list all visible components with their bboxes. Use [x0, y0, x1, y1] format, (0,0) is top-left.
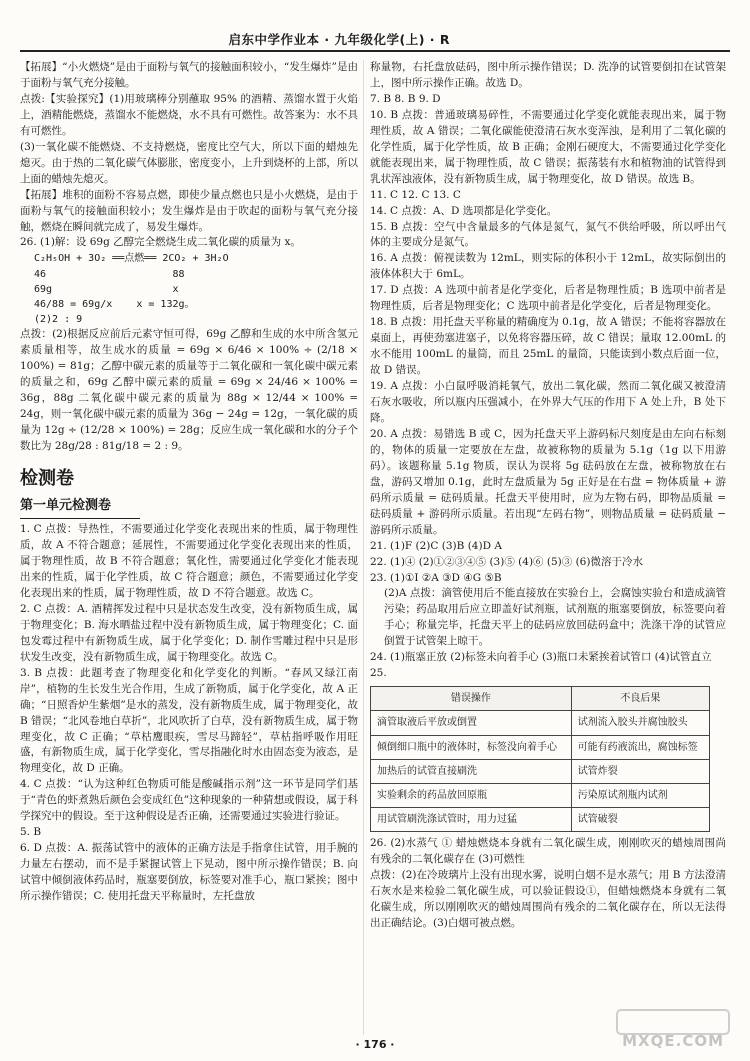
table-row	[371, 711, 710, 735]
paragraph: (3)一氧化碳不能燃烧、不支持燃烧，密度比空气大，所以下面的蜡烛先熄灭。由于热的二氧化碳气体膨胀，密度变小，上升到烧杯的上部，所以上面的蜡烛先熄灭。	[20, 140, 358, 185]
answer-item: 16. A 点拨：俯视读数为 12mL，则实际的体积小于 12mL，故实际倒出的液体体积大于 6mL。	[370, 252, 726, 281]
table-row	[371, 783, 710, 807]
table-row	[371, 808, 710, 832]
paragraph: 称量物，右托盘放砝码，图中所示操作错误；D. 洗净的试管要倒扣在试管架上，图中所示操作正确。故选 D。	[370, 61, 726, 89]
table-cell: 用试管刷洗涤试管时，用力过猛	[371, 808, 572, 832]
answer-item: 19. A 点拨：小白鼠呼吸消耗氧气，放出二氧化碳，然而二氧化碳又被澄清石灰水吸收，所以瓶内压强减小，在外界大气压的作用下 A 处上升，B 处下降。	[370, 380, 726, 424]
answer-item: 18. B 点拨：用托盘天平称量的精确度为 0.1g，故 A 错误；不能将容器放在桌面上，再使劲塞进塞子，以免将容器压碎，故 C 错误；量取 12.00mL 的水不能用 100mL 的量筒，而且 25mL 的量筒，只能读到小数点后面一位，故 D 错误。	[370, 316, 726, 377]
table-cell: 实验剩余的药品放回原瓶	[371, 783, 572, 807]
answer-item: 10. B 点拨：普通玻璃易碎性，不需要通过化学变化就能表现出来，属于物理性质，故 A 错误；二氧化碳能使澄清石灰水变浑浊，是利用了二氧化碳的化学性质，属于化学性质，故 B 正确；金刚石硬度大，不需要通过化学变化就能表现出来，属于物理性质，故 C 错误；振荡装有水和植物油的试管得到乳状浑浊液体，没有新物质生成，属于物理变化，故 D 错误。故选 B。	[370, 108, 726, 185]
paragraph: 点拨:【实验探究】(1)用玻璃棒分别蘸取 95% 的酒精、蒸馏水置于火焰上，酒精能燃烧，蒸馏水不能燃烧，水不具有可燃性。故答案为：水不具有可燃性。	[20, 92, 358, 137]
right-column	[370, 60, 726, 1035]
table-cell: 可能有药液流出，腐蚀标签	[571, 735, 709, 759]
answer-item: 4. C 点拨：“认为这种红色物质可能是酸碱指示剂”这一环节是同学们基于“青色的虾煮熟后颜色会变成红色”这种现象的一种猜想或假设，属于科学探究中的假设。至于这种假设是否正确，还需要通过实验进行验证。	[20, 778, 358, 823]
equation-line: 46/88 = 69g/x x = 132g。	[34, 299, 195, 310]
answer-item: 6. D 点拨：A. 振荡试管中的液体的正确方法是手指拿住试管，用手腕的力量左右摆动，而不是手紧握试管上下晃动，图中所示操作错误；B. 向试管中倾倒液体药品时，瓶塞要倒放，标签要对准手心，瓶口紧挨；图中所示操作错误；C. 使用托盘天平称量时，左托盘放	[20, 842, 358, 903]
table-cell: 试管炸裂	[571, 759, 709, 783]
book-title: 启东中学作业本 · 九年级化学(上) · R	[228, 32, 450, 47]
table-cell: 加热后的试管直接刷洗	[371, 759, 572, 783]
left-column	[20, 60, 358, 1035]
equation-line: C₂H₅OH + 3O₂ ══点燃══ 2CO₂ + 3H₂O	[34, 253, 229, 265]
table-row	[371, 735, 710, 759]
table-cell: 滴管取液后平放或倒置	[371, 711, 572, 735]
column-divider	[363, 60, 364, 1035]
header-rule	[20, 50, 730, 52]
paragraph: 【拓展】“小火燃烧”是由于面粉与氧气的接触面积较小，“发生爆炸”是由于面粉与氧气充分接触。	[20, 61, 358, 89]
subsection-title: 第一单元检测卷	[20, 496, 140, 519]
answer-item: 1. C 点拨：导热性，不需要通过化学变化表现出来的性质，属于物理性质，故 A 不符合题意；延展性，不需要通过化学变化表现出来的性质，属于物理性质，故 B 不符合题意；氧化性，需要通过化学变化才能表现出来的性质，属于化学性质，故 C 符合题意；颜色，不需要通过化学变化表现出来的性质，属于物理性质，故 D 不符合题意。故选 C。	[20, 523, 358, 599]
answer-item: 2. C 点拨：A. 酒精挥发过程中只是状态发生改变，没有新物质生成，属于物理变化；B. 海水晒盐过程中没有新物质生成，属于物理变化；C. 面包发霉过程中有新物质生成，属于化学变化；D. 制作雪雕过程中只是形状发生改变，没有新物质生成，属于物理变化。故选 C。	[20, 602, 358, 663]
section-title: 检测卷	[20, 468, 74, 489]
page-number: · 176 ·	[355, 1038, 395, 1051]
watermark-logo	[620, 1009, 730, 1053]
equation-line: (2)2 : 9	[34, 314, 83, 326]
answer-item: 20. A 点拨：易错选 B 或 C，因为托盘天平上游码标尺刻度是由左向右标刻的，物体的质量一定要放在左盘，故被称物的质量为 5.1g（1g 以下用游码）。该题称量 5.1g 物质，误认为误将 5g 砝码放在左盘，被称物放在右盘，游码又增加 0.1g，此时左盘质量为 5g 正好是在右盘 = 物体质量 + 游码所示质量 = 砝码质量。托盘天平使用时，应为左物右码，即物品质量 = 砝码质量 + 游码所示质量。若出现“左码右物”，则物品质量 = 砝码质量 − 游码所示质量。	[370, 427, 726, 536]
equation-line: 69g x	[34, 283, 179, 295]
table-cell: 试剂流入胶头并腐蚀胶头	[571, 711, 709, 735]
paragraph: 点拨：(2)根据反应前后元素守恒可得，69g 乙醇和生成的水中所含氢元素质量相等，故生成水的质量 = 69g × 6/46 × 100% ÷ (2/18 × 100%) = 81g；乙醇中碳元素的质量等于二氧化碳和一氧化碳中碳元素的质量之和，69g 乙醇中碳元素的质量 = 69g × 24/46 × 100% = 36g，88g 二氧化碳中碳元素的质量为 88g × 12/44 × 100% = 24g，则一氧化碳中碳元素的质量为 36g − 24g = 12g，一氧化碳的质量为 12g ÷ (12/28 × 100%) = 28g；反应生成一氧化碳和水的分子个数比为 28g/28 : 81g/18 = 2 : 9。	[20, 328, 358, 453]
page-header	[0, 0, 750, 50]
answer-item: 25.	[370, 667, 387, 680]
answer-item: 11. C 12. C 13. C	[370, 188, 461, 201]
answer-item: 14. C 点拨：A、D 选项都是化学变化。	[370, 204, 558, 217]
table-cell: 倾倒细口瓶中的液体时，标签没向着手心	[371, 735, 572, 759]
answer-item: (2)A 点拨：滴管使用后不能直接放在实验台上，会腐蚀实验台和造成滴管污染；药品取用后应立即盖好试剂瓶，试剂瓶的瓶塞要倒放，标签要向着手心；称量完毕，托盘天平上的砝码应放回砝码盒中；洗涤干净的试管应倒置于试管架上晾干。	[384, 587, 726, 648]
table-header: 错误操作	[371, 687, 572, 711]
table-header: 不良后果	[571, 687, 709, 711]
answer-item: 22. (1)④ (2)①②③④⑤ (3)⑤ (4)⑥ (5)③ (6)微溶于冷水	[370, 555, 643, 568]
watermark-text: MXQE.COM	[622, 1032, 724, 1051]
answer-item: 7. B 8. B 9. D	[370, 92, 441, 105]
answer-item: 15. B 点拨：空气中含量最多的气体是氮气，氮气不供给呼吸，所以呼出气体的主要成分是氮气。	[370, 220, 726, 249]
error-table	[370, 686, 710, 832]
answer-item: 26. (2)水蒸气 ① 蜡烛燃烧本身就有二氧化碳生成，刚刚吹灭的蜡烛周围尚有残余的二氧化碳存在 (3)可燃性	[370, 837, 726, 866]
table-cell: 污染原试剂瓶内试剂	[571, 783, 709, 807]
table-cell: 试管破裂	[571, 808, 709, 832]
paragraph: 【拓展】堆积的面粉不容易点燃，即使少量点燃也只是小火燃烧，是由于面粉与氧气的接触面积较小；发生爆炸是由于吹起的面粉与氧气充分接触，燃烧在瞬间就完成了，易发生爆炸。	[20, 188, 358, 233]
answer-item: 24. (1)瓶塞正放 (2)标签未向着手心 (3)瓶口未紧挨着试管口 (4)试管直立	[370, 651, 712, 664]
answer-item: 17. D 点拨：A 选项中前者是化学变化，后者是物理性质；B 选项中前者是物理性质，后者是物理变化；C 选项中前者是化学变化，后者是物理变化。	[370, 284, 726, 313]
equation-line: 46 88	[34, 268, 185, 280]
answer-item: 23. (1)①I ②A ③D ④G ⑤B	[370, 571, 502, 584]
answer-item: 21. (1)F (2)C (3)B (4)D A	[370, 539, 502, 552]
answer-item: 5. B	[20, 826, 42, 839]
table-row	[371, 759, 710, 783]
answer-item: 点拨：(2)在冷玻璃片上没有出现水雾，说明白烟不是水蒸气；用 B 方法澄清石灰水是来检验二氧化碳生成，可以验证假设①，但蜡烛燃烧本身就有二氧化碳生成，所以刚刚吹灭的蜡烛周围尚有残余的二氧化碳存在，所以无法得出正确结论。(3)白烟可被点燃。	[370, 869, 726, 930]
answer-item: 3. B 点拨：此题考查了物理变化和化学变化的判断。“春风又绿江南岸”，植物的生长发生光合作用，生成了新物质，属于化学变化，故 A 正确；“日照香炉生紫烟”是水的蒸发，没有新物质生成，属于物理变化，故 B 错误；“北风卷地白草折”，北风吹折了白草，没有新物质生成，属于物理变化，故 C 正确；“草枯鹰眼疾，雪尽马蹄轻”，草枯指呼吸作用旺盛，有新物质生成，属于化学变化，雪尽指融化时水由固态变为液态，是物理变化，故 D 正确。	[20, 666, 358, 775]
paragraph: 26. (1)解：设 69g 乙醇完全燃烧生成二氧化碳的质量为 x。	[20, 236, 301, 249]
table-header-row	[371, 687, 710, 711]
